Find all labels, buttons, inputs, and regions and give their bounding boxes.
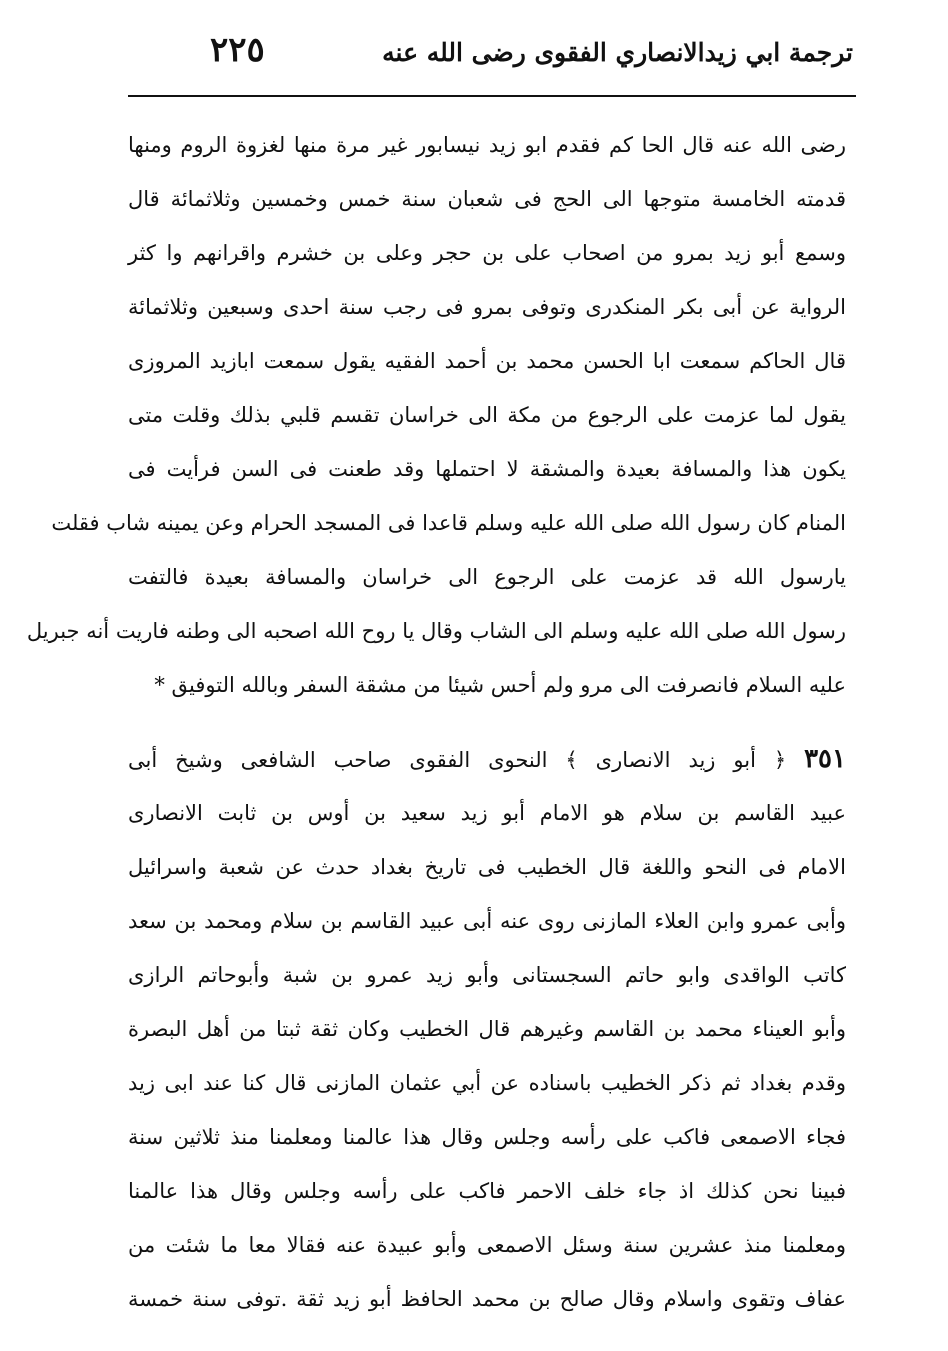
text-line: قال الحاكم سمعت ابا الحسن محمد بن أحمد الفقيه يقول سمعت ابازيد المروزى — [128, 349, 846, 373]
text-line: كاتب الواقدى وابو حاتم السجستانى وأبو زيد عمرو بن شبة وأبوحاتم الرازى — [128, 963, 846, 987]
biography-entry — [128, 732, 846, 1326]
page-number: ٢٢٥ — [210, 30, 265, 70]
text-line: الامام فى النحو واللغة قال الخطيب فى تاريخ بغداد حدث عن شعبة واسرائيل — [128, 855, 846, 879]
text-line: فبينا نحن كذلك اذ جاء خلف الاحمر فاكب على رأسه وجلس وقال هذا عالمنا — [128, 1179, 846, 1203]
text-line: رضى الله عنه قال الحا كم فقدم ابو زيد نيسابور غير مرة منها لغزوة الروم ومنها — [128, 133, 846, 157]
text-line: يكون هذا والمسافة بعيدة والمشقة لا احتملها وقد طعنت فى السن فرأيت فى — [128, 457, 846, 481]
text-line: الرواية عن أبى بكر المنكدرى وتوفى بمرو فى رجب سنة احدى وسبعين وثلاثمائة — [128, 295, 846, 319]
text-line: المنام كان رسول الله صلى الله عليه وسلم قاعدا فى المسجد الحرام وعن يمينه شاب فقلت — [51, 511, 846, 535]
text-line: ومعلمنا منذ عشرين سنة وسئل الاصمعى وأبو عبيدة عنه فقالا معا ما شئت من — [128, 1233, 846, 1257]
entry-number: ٣٥١ — [804, 744, 846, 774]
entry-heading-line — [128, 732, 846, 786]
biography-continuation-paragraph — [26, 118, 846, 712]
text-line: فجاء الاصمعى فاكب على رأسه وجلس وقال هذا عالمنا ومعلمنا منذ ثلاثين سنة — [128, 1125, 846, 1149]
text-line: عبيد القاسم بن سلام هو الامام أبو زيد سعيد بن أوس بن ثابت الانصارى — [128, 801, 846, 825]
body-text — [26, 118, 846, 1326]
page-header — [210, 30, 853, 82]
text-line: يارسول الله قد عزمت على الرجوع الى خراسان والمسافة بعيدة فالتفت — [128, 565, 846, 589]
text-line: وأبى عمرو وابن العلاء المازنى روى عنه أبى عبيد القاسم بن سلام ومحمد بن سعد — [128, 909, 846, 933]
text-line: وقدم بغداد ثم ذكر الخطيب باسناده عن أبي عثمان المازنى قال كنا عند ابى زيد — [128, 1071, 846, 1095]
running-title: ترجمة ابي زيدالانصاري الفقوى رضى الله عنه — [382, 38, 853, 67]
text-line: يقول لما عزمت على الرجوع من مكة الى خراسان تقسم قلبي بذلك وقلت متى — [128, 403, 846, 427]
header-rule — [128, 95, 856, 97]
text-line: قدمته الخامسة متوجها الى الحج فى شعبان سنة خمس وخمسين وثلاثمائة قال — [128, 187, 846, 211]
text-line: رسول الله صلى الله عليه وسلم الى الشاب وقال يا روح الله اصحبه الى وطنه فاريت أنه جبريل — [26, 619, 846, 643]
text-line: وأبو العيناء محمد بن القاسم وغيرهم قال الخطيب وكان ثقة ثبتا من أهل البصرة — [128, 1017, 846, 1041]
text-line: عفاف وتقوى واسلام وقال صالح بن محمد الحافظ أبو زيد ثقة .توفى سنة خمسة — [128, 1287, 846, 1311]
entry-heading-text: ﴿ أبو زيد الانصارى ﴾ النحوى الفقوى صاحب الشافعى وشيخ أبى — [128, 748, 787, 772]
text-line: عليه السلام فانصرفت الى مرو ولم أحس شيئا من مشقة السفر وبالله التوفيق * — [154, 673, 846, 697]
text-line: وسمع أبو زيد بمرو من اصحاب على بن حجر وعلى بن خشرم واقرانهم وا كثر — [128, 241, 846, 265]
